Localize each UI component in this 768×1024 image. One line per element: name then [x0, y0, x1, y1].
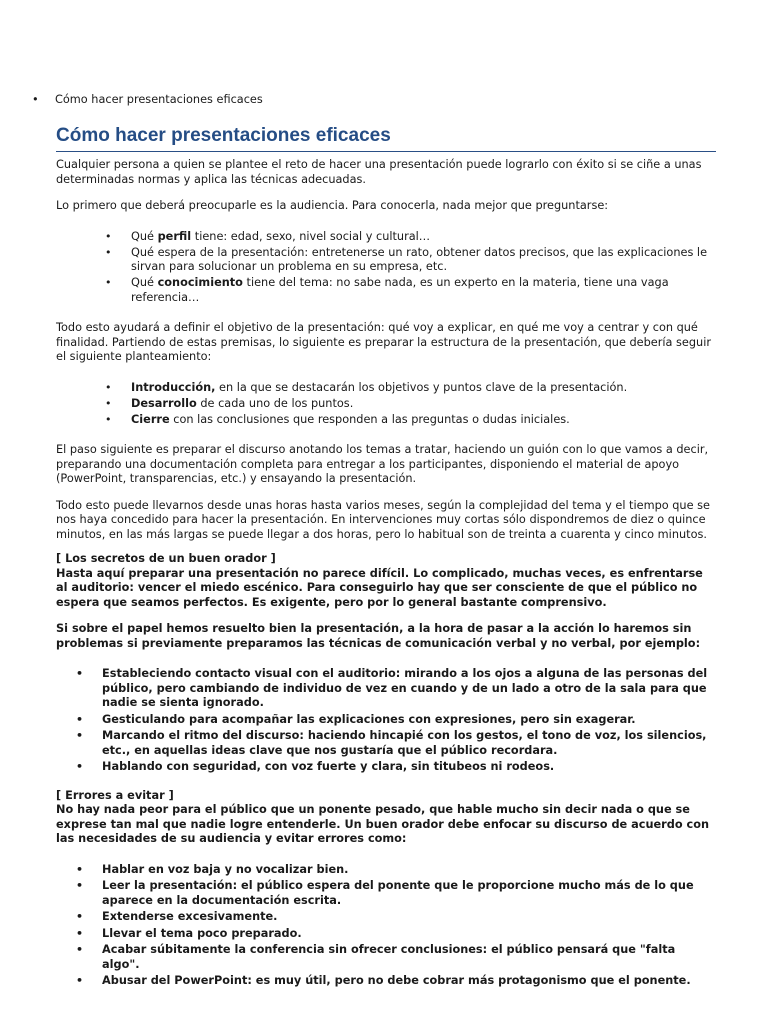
- audience-question-list: [56, 230, 716, 306]
- bullet-icon: •: [76, 974, 84, 987]
- list-item: • Gesticulando para acompañar las explicaciones con expresiones, pero sin exagerar.: [76, 712, 636, 726]
- list-item: • Leer la presentación: el público espera del ponente que le proporcione mucho más de lo que aparece en la documentación escrita.: [76, 879, 694, 907]
- paragraph-stage-fright: Hasta aquí preparar una presentación no parece difícil. Lo complicado, muchas veces, es enfrentarse al auditorio: vencer el miedo escénico. Para conseguirlo hay que ser consciente de que el público no espera que seamos perfectos. Es exigente, pero por lo general bastante comprensivo.: [56, 566, 703, 609]
- bullet-icon: •: [105, 380, 112, 394]
- list-item: • Marcando el ritmo del discurso: haciendo hincapié con los gestos, el tono de voz, los silencios, etc., en aquellas ideas clave que nos gustaría que el público recordara.: [76, 729, 707, 757]
- list-item: • Cierre con las conclusiones que responden a las preguntas o dudas iniciales.: [105, 412, 570, 426]
- list-item: • Hablando con seguridad, con voz fuerte y clara, sin titubeos ni rodeos.: [76, 760, 555, 773]
- list-item: • Introducción, en la que se destacarán los objetivos y puntos clave de la presentación.: [105, 380, 628, 394]
- bullet-icon: •: [105, 412, 112, 426]
- bullet-icon: •: [76, 943, 84, 956]
- paragraph-objective: Todo esto ayudará a definir el objetivo de la presentación: qué voy a explicar, en qué me voy a centrar y con qué finalidad. Partiendo de estas premisas, lo siguiente es preparar la estructura de la presentación, que debería seguir el siguiente planteamiento:: [56, 321, 711, 363]
- bullet-icon: •: [76, 667, 84, 680]
- article: [56, 124, 716, 991]
- list-item: • Acabar súbitamente la conferencia sin ofrecer conclusiones: el público pensará que "falta algo".: [76, 943, 676, 971]
- list-item: • Abusar del PowerPoint: es muy útil, pero no debe cobrar más protagonismo que el ponente.: [76, 974, 691, 987]
- paragraph-timing: Todo esto puede llevarnos desde unas horas hasta varios meses, según la complejidad del tema y el tiempo que se nos haya concedido para hacer la presentación. En intervenciones muy cortas sólo dispondremos de diez o quince minutos, en las más largas se puede llegar a dos horas, pero lo habitual son de treinta a cuarenta y cinco minutos.: [56, 498, 710, 541]
- list-item: • Llevar el tema poco preparado.: [76, 926, 302, 940]
- paragraph-boring-speaker: No hay nada peor para el público que un ponente pesado, que hable mucho sin decir nada o que se exprese tan mal que nadie logre entenderle. Un buen orador debe enfocar su discurso de acuerdo con las necesidades de su audiencia y evitar errores como:: [56, 803, 710, 845]
- bullet-icon: •: [105, 229, 112, 243]
- bullet-icon: •: [32, 93, 39, 106]
- list-item: • Qué conocimiento tiene del tema: no sabe nada, es un experto en la materia, tiene una vaga referencia…: [105, 276, 669, 304]
- bullet-icon: •: [76, 760, 84, 773]
- paragraph-communication: Si sobre el papel hemos resuelto bien la presentación, a la hora de pasar a la acción lo haremos sin problemas si previamente preparamos las técnicas de comunicación verbal y no verbal, por ejemplo:: [56, 622, 701, 650]
- bullet-icon: •: [76, 910, 84, 923]
- bullet-icon: •: [105, 276, 112, 289]
- article-title: Cómo hacer presentaciones eficaces: [56, 124, 716, 152]
- bullet-icon: •: [76, 879, 84, 892]
- bullet-icon: •: [105, 245, 112, 259]
- list-item: • Extenderse excesivamente.: [76, 910, 278, 923]
- top-list-item-label[interactable]: Cómo hacer presentaciones eficaces: [55, 93, 263, 106]
- list-item: • Qué perfil tiene: edad, sexo, nivel social y cultural…: [105, 229, 431, 243]
- techniques-list: [56, 667, 716, 775]
- section-heading-errors: [ Errores a evitar ]: [56, 788, 174, 802]
- errors-list: [56, 863, 716, 989]
- list-item: • Desarrollo de cada uno de los puntos.: [105, 396, 354, 410]
- paragraph-intro: Cualquier persona a quien se plantee el reto de hacer una presentación puede lograrlo con éxito si se ciñe a unas determinadas normas y aplica las técnicas adecuadas.: [56, 158, 702, 186]
- list-item: • Hablar en voz baja y no vocalizar bien.: [76, 862, 349, 876]
- paragraph-next-step: El paso siguiente es preparar el discurso anotando los temas a tratar, haciendo un guión con lo que vamos a decir, preparando una documentación completa para entregar a los participantes, disponiendo el material de apoyo (PowerPoint, transparencias, etc.) y ensayando la presentación.: [56, 443, 709, 485]
- list-item: • Qué espera de la presentación: entretenerse un rato, obtener datos precisos, que las explicaciones le sirvan para solucionar un problema en su empresa, etc.: [105, 245, 708, 273]
- bullet-icon: •: [76, 926, 84, 940]
- structure-list: [56, 381, 716, 428]
- bullet-icon: •: [76, 712, 84, 726]
- list-item: • Estableciendo contacto visual con el auditorio: mirando a los ojos a alguna de las personas del público, pero cambiando de individuo de vez en cuando y de un lado a otro de la sala para que nadie se sienta ignorado.: [76, 667, 708, 709]
- section-heading-secrets: [ Los secretos de un buen orador ]: [56, 552, 276, 565]
- paragraph-audience: Lo primero que deberá preocuparle es la audiencia. Para conocerla, nada mejor que preguntarse:: [56, 199, 609, 212]
- bullet-icon: •: [76, 862, 84, 876]
- bullet-icon: •: [76, 729, 84, 742]
- bullet-icon: •: [105, 396, 112, 410]
